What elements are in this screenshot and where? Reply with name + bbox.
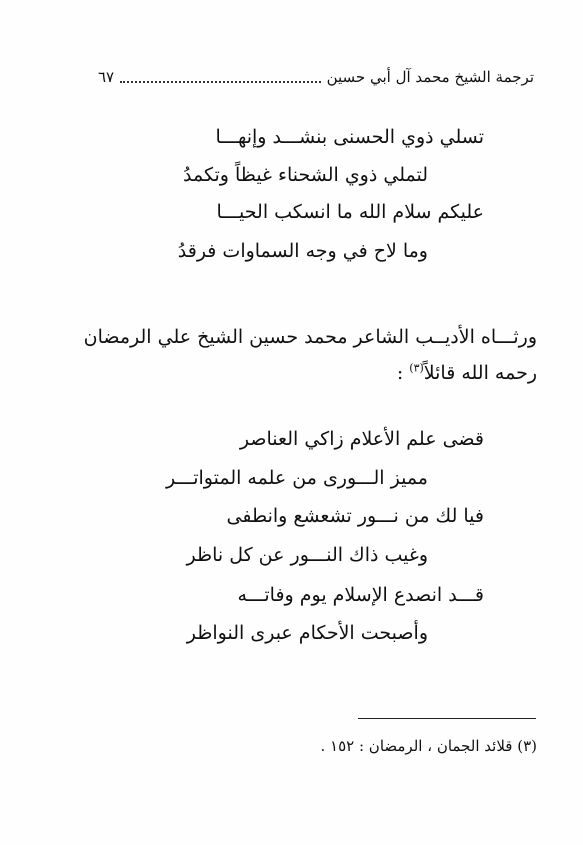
prose-line-2-text: رحمه الله قائلاً <box>423 362 537 384</box>
prose-line-1: ورثـــاه الأديــب الشاعر محمد حسين الشيخ علي الرمضان <box>83 326 537 348</box>
footnote: (٣) قلائد الجمان ، الرمضان : ١٥٢ . <box>320 737 537 755</box>
footnote-separator <box>358 718 536 719</box>
poem2-line-3: فيا لك من نـــور تشعشع وانطفى <box>226 505 484 527</box>
poem1-line-2: لتملي ذوي الشحناء غيظاً وتكمدُ <box>183 164 428 186</box>
header-title: ترجمة الشيخ محمد آل أبي حسين <box>326 68 534 86</box>
poem1-line-4: وما لاح في وجه السماوات فرقدُ <box>177 240 428 262</box>
poem2-line-2: مميز الـــورى من علمه المتواتـــر <box>166 467 428 489</box>
prose-line-2-colon: : <box>396 362 404 384</box>
poem2-line-1: قضى علم الأعلام زاكي العناصر <box>239 428 484 450</box>
prose-line-2 <box>397 358 537 388</box>
footnote-ref: (٣) <box>409 361 424 375</box>
poem1-line-3: عليكم سلام الله ما انسكب الحيـــا <box>216 201 484 223</box>
page-number: ٦٧ <box>98 68 115 86</box>
poem1-line-1: تسلي ذوي الحسنى بنشـــد وإنهـــا <box>215 126 484 148</box>
poem2-line-5: قـــد انصدع الإسلام يوم وفاتـــه <box>237 584 484 606</box>
header-leader-dots <box>120 81 320 83</box>
running-header <box>98 64 534 90</box>
poem2-line-4: وغيب ذاك النـــور عن كل ناظر <box>186 544 428 566</box>
poem2-line-6: وأصبحت الأحكام عبرى النواظر <box>186 622 428 644</box>
